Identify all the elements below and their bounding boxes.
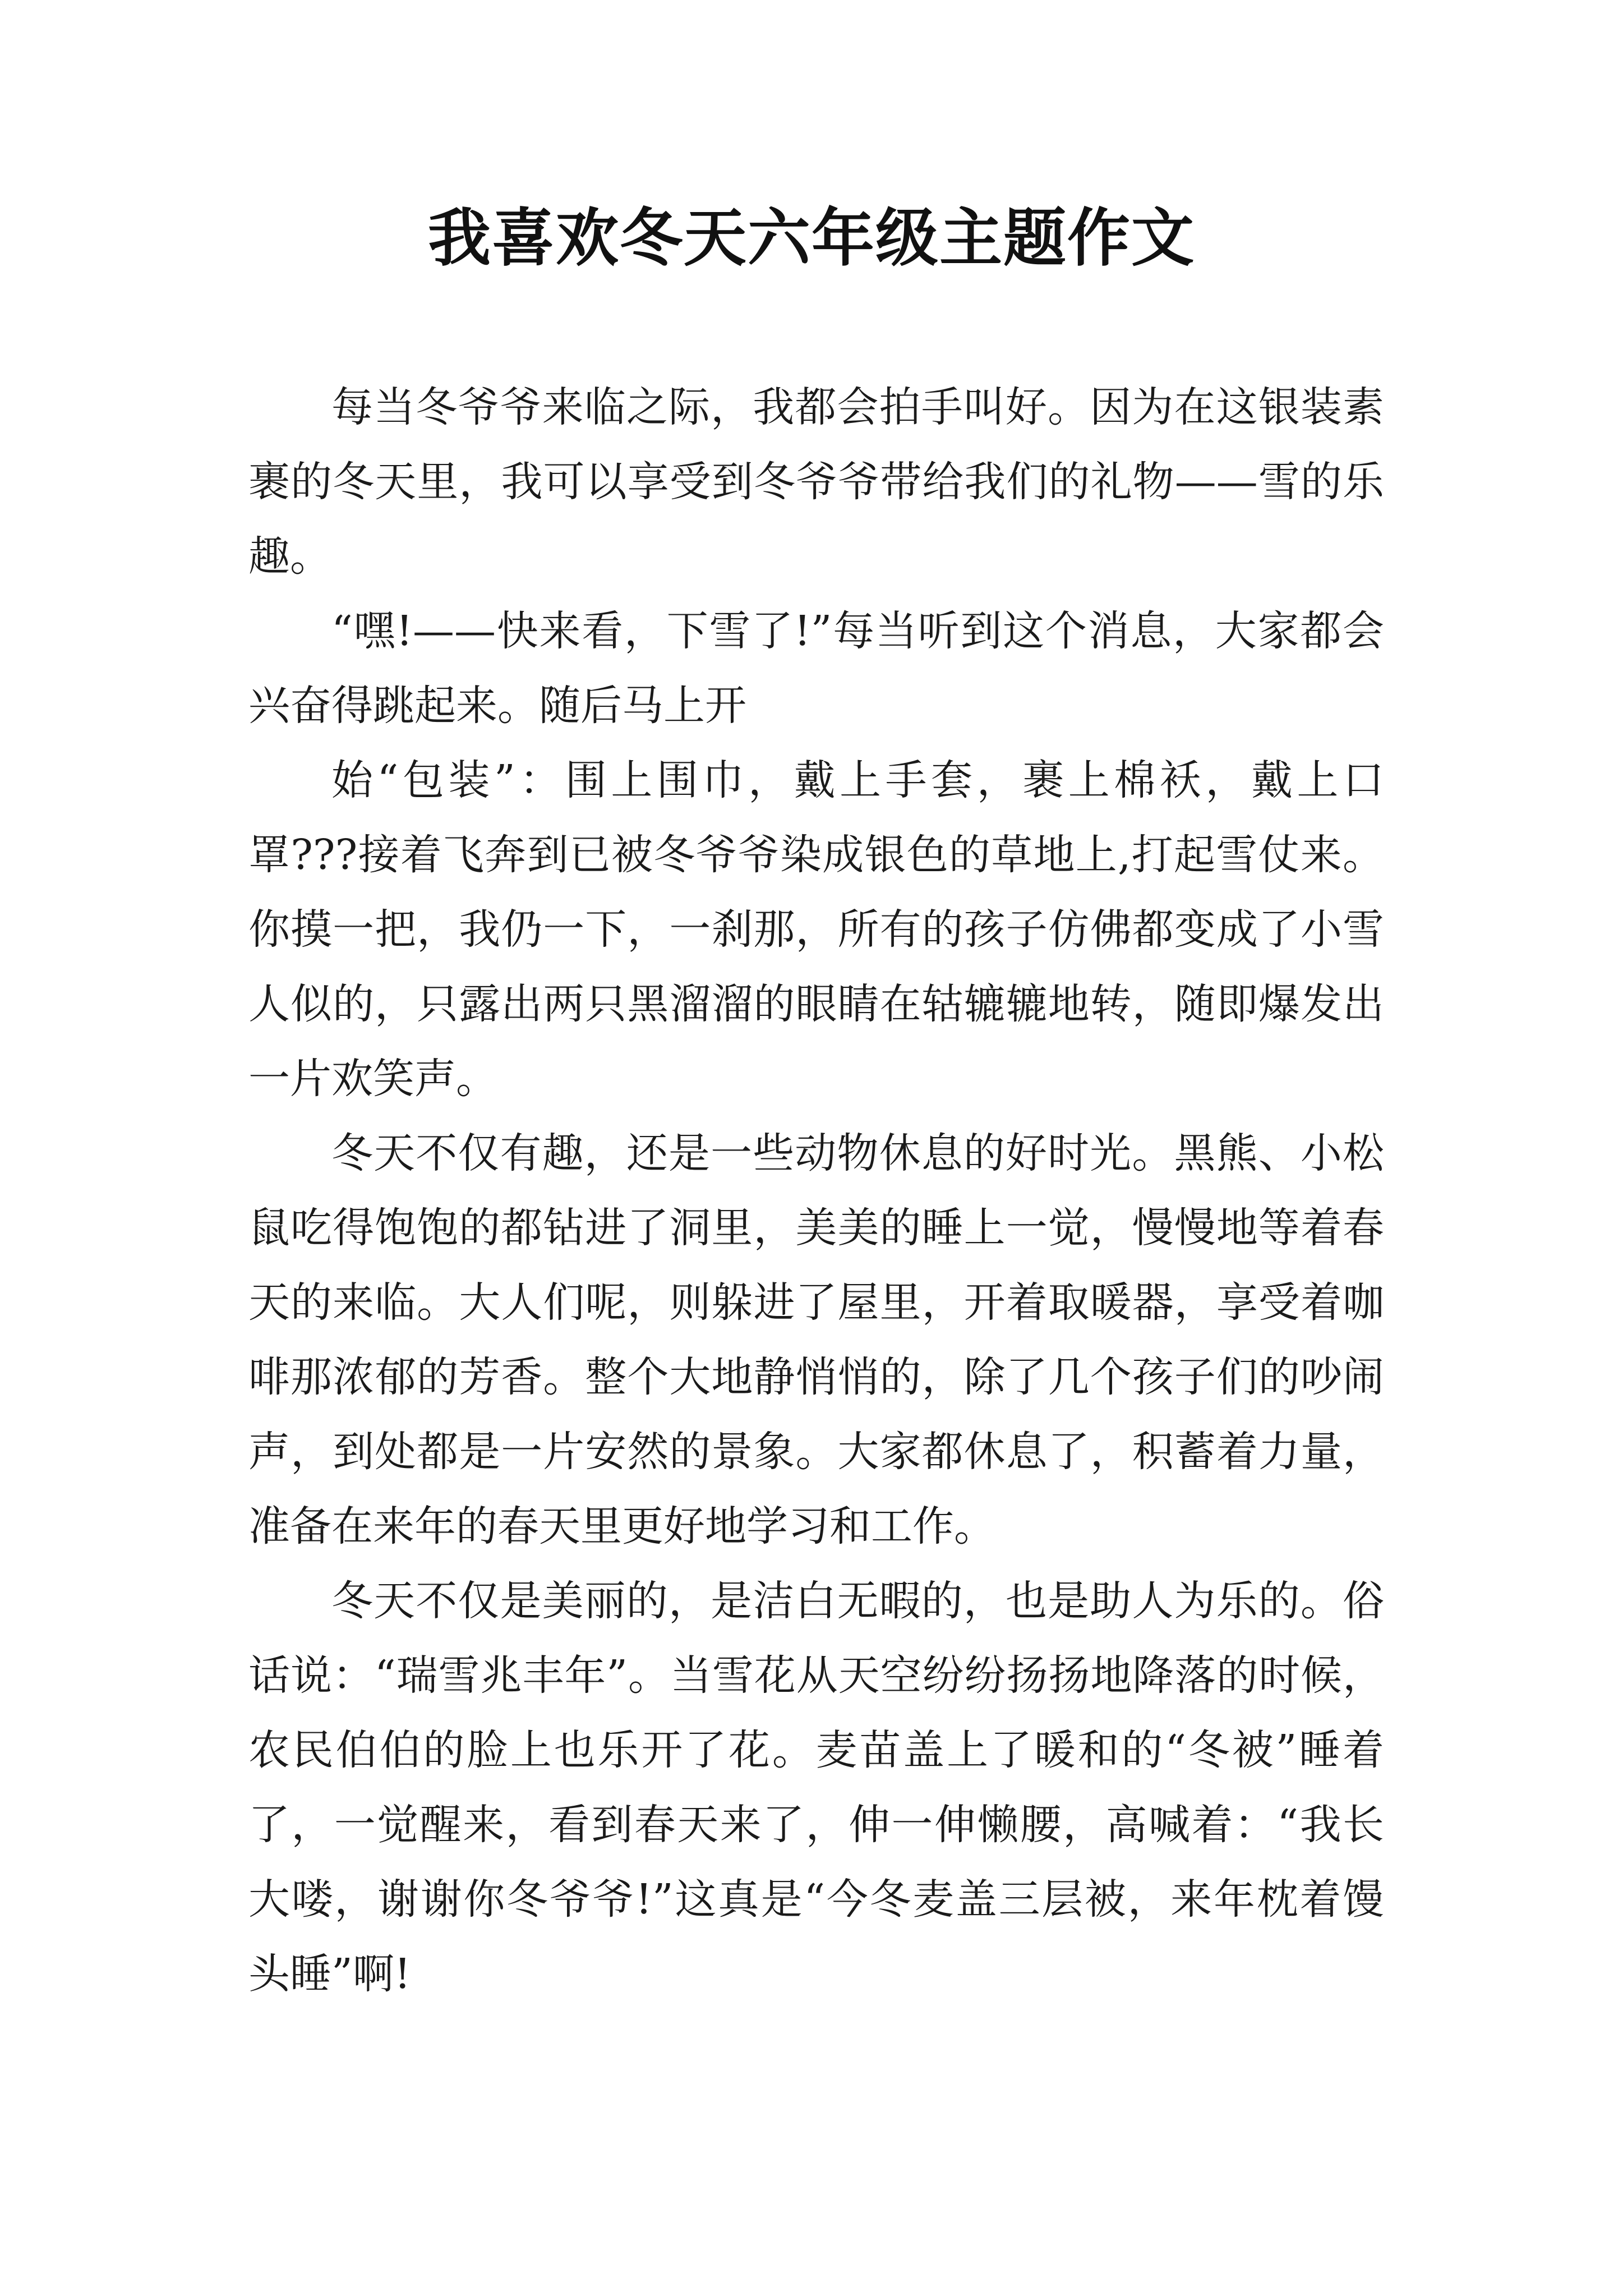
- paragraph-5: 冬天不仅是美丽的，是洁白无暇的，也是助人为乐的。俗话说：“瑞雪兆丰年”。当雪花从天空纷纷扬扬地降落的时候，农民伯伯的脸上也乐开了花。麦苗盖上了暖和的“冬被”睡着了，一觉醒来，看到春天来了，伸一伸懒腰，高喊着：“我长大喽，谢谢你冬爷爷!”这真是“今冬麦盖三层被，来年枕着馒头睡”啊!: [248, 1577, 1384, 1998]
- paragraph-1: 每当冬爷爷来临之际，我都会拍手叫好。因为在这银装素裹的冬天里，我可以享受到冬爷爷带给我们的礼物——雪的乐趣。: [248, 383, 1384, 581]
- paragraph-4: 冬天不仅有趣，还是一些动物休息的好时光。黑熊、小松鼠吃得饱饱的都钻进了洞里，美美的睡上一觉，慢慢地等着春天的来临。大人们呢，则躲进了屋里，开着取暖器，享受着咖啡那浓郁的芳香。整个大地静悄悄的，除了几个孩子们的吵闹声，到处都是一片安然的景象。大家都休息了，积蓄着力量，准备在来年的春天里更好地学习和工作。: [248, 1129, 1384, 1550]
- document-title: 我喜欢冬天六年级主题作文: [428, 201, 1195, 275]
- document-body: [248, 370, 1384, 2012]
- paragraph-3: 始“包装”：围上围巾，戴上手套，裹上棉袄，戴上口罩???接着飞奔到已被冬爷爷染成银色的草地上,打起雪仗来。你摸一把，我仍一下，一刹那，所有的孩子仿佛都变成了小雪人似的，只露出两只黑溜溜的眼睛在轱辘辘地转，随即爆发出一片欢笑声。: [248, 756, 1384, 1103]
- paragraph-2: “嘿!——快来看，下雪了!”每当听到这个消息，大家都会兴奋得跳起来。随后马上开: [248, 607, 1384, 730]
